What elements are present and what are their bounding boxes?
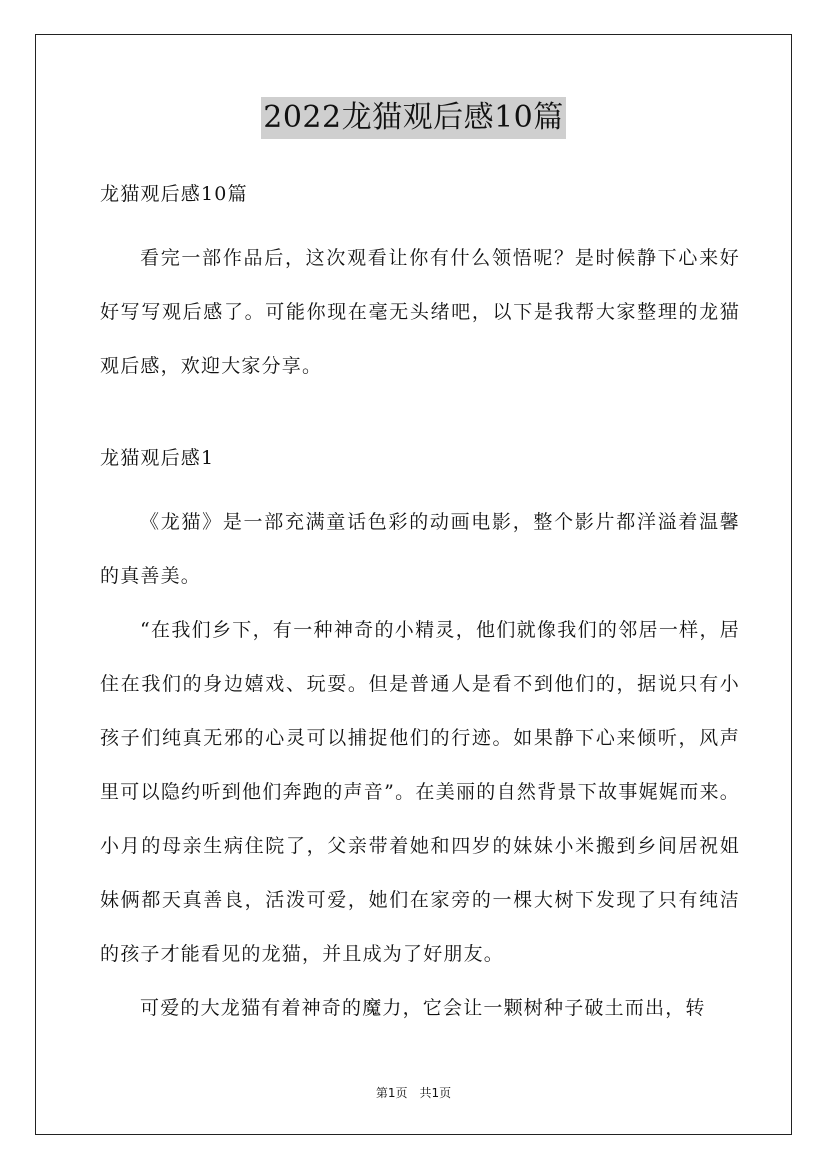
section-heading: 龙猫观后感1 <box>100 447 215 469</box>
document-title: 2022龙猫观后感10篇 <box>261 97 566 139</box>
body-paragraph: 《龙猫》是一部充满童话色彩的动画电影，整个影片都洋溢着温馨的真善美。 <box>100 511 740 587</box>
intro-paragraph: 看完一部作品后，这次观看让你有什么领悟呢？是时候静下心来好好写写观后感了。可能你现在毫无头绪吧，以下是我帮大家整理的龙猫观后感，欢迎大家分享。 <box>100 247 740 377</box>
spacer <box>100 212 740 231</box>
body-paragraph: 可爱的大龙猫有着神奇的魔力，它会让一颗树种子破土而出，转 <box>140 997 706 1019</box>
body-paragraph: “在我们乡下，有一种神奇的小精灵，他们就像我们的邻居一样，居住在我们的身边嬉戏、玩耍。但是普通人是看不到他们的，据说只有小孩子们纯真无邪的心灵可以捕捉他们的行迹。如果静下心来倾听，风声里可以隐约听到他们奔跑的声音”。在美丽的自然背景下故事娓娓而来。小月的母亲生病住院了，父亲带着她和四岁的妹妹小米搬到乡间居祝姐妹俩都天真善良，活泼可爱，她们在家旁的一棵大树下发现了只有纯洁的孩子才能看见的龙猫，并且成为了好朋友。 <box>100 619 740 965</box>
document-body <box>100 176 740 1035</box>
spacer <box>100 476 740 495</box>
section-spacer <box>100 393 740 440</box>
page-footer: 第1页 共1页 <box>375 1086 452 1100</box>
document-subtitle: 龙猫观后感10篇 <box>100 183 248 205</box>
title-container <box>0 97 827 139</box>
